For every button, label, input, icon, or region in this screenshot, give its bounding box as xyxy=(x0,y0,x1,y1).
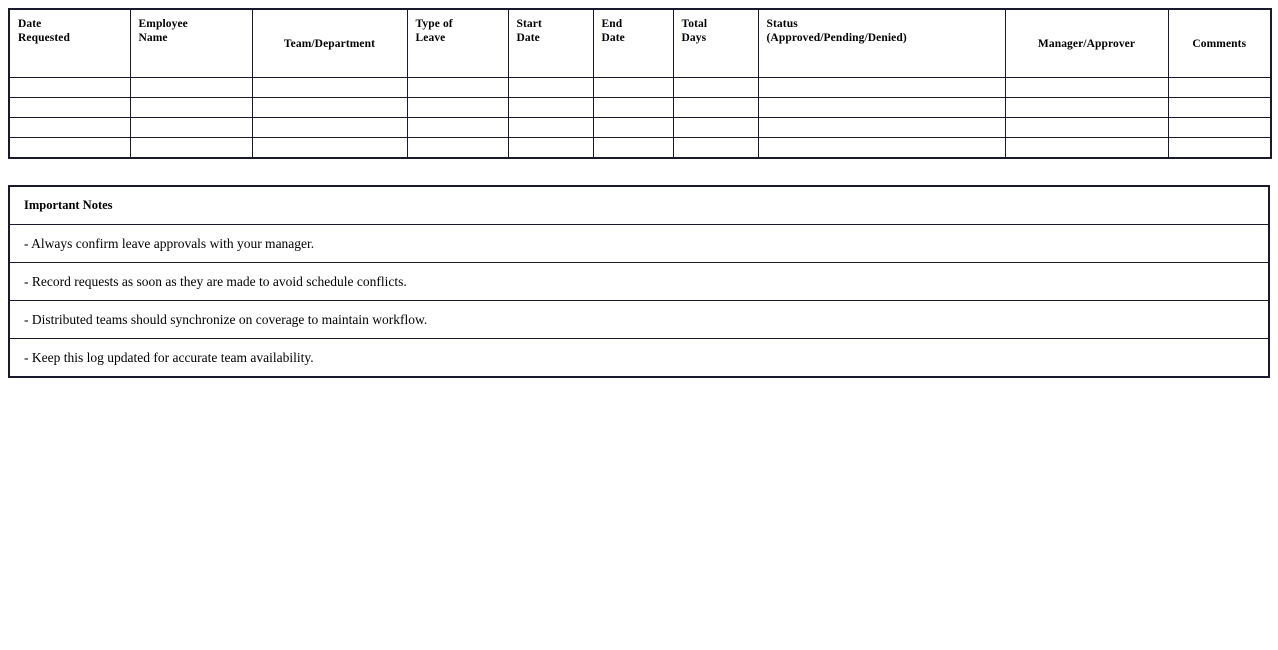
leave-table-header-label-5-line2: Date xyxy=(601,32,625,44)
leave-table-cell-r2-c1[interactable] xyxy=(130,118,252,138)
leave-table-header-cell-1 xyxy=(130,9,252,78)
list-item xyxy=(9,225,1269,263)
notes-heading-row xyxy=(9,186,1269,225)
leave-table-header-label-0-line1: Date xyxy=(18,18,42,30)
table-row xyxy=(9,138,1271,159)
leave-request-log-section xyxy=(8,8,1270,159)
leave-table-cell-r1-c0[interactable] xyxy=(9,98,130,118)
leave-table-cell-r2-c8[interactable] xyxy=(1005,118,1168,138)
leave-table-header-row xyxy=(9,9,1271,78)
leave-table-cell-r2-c9[interactable] xyxy=(1168,118,1271,138)
leave-table-header-label-4-line2: Date xyxy=(516,32,540,44)
leave-table-header-label-6-line1: Total xyxy=(681,18,708,30)
leave-table-cell-r1-c6[interactable] xyxy=(673,98,758,118)
important-notes-table xyxy=(8,185,1270,378)
leave-table-cell-r3-c6[interactable] xyxy=(673,138,758,159)
leave-table-header-label-4-line1: Start xyxy=(516,18,542,30)
note-item-2: - Distributed teams should synchronize on coverage to maintain workflow. xyxy=(9,301,1269,339)
leave-table-header-label-3-line1: Type of xyxy=(415,18,453,30)
leave-table-header-cell-2 xyxy=(252,9,407,78)
note-item-1: - Record requests as soon as they are made to avoid schedule conflicts. xyxy=(9,263,1269,301)
leave-table-cell-r3-c1[interactable] xyxy=(130,138,252,159)
list-item xyxy=(9,263,1269,301)
leave-table-cell-r0-c6[interactable] xyxy=(673,78,758,98)
table-row xyxy=(9,78,1271,98)
leave-table-cell-r2-c0[interactable] xyxy=(9,118,130,138)
leave-table-header-cell-7 xyxy=(758,9,1005,78)
leave-table-header-label-8-line1: Manager/Approver xyxy=(1037,38,1136,50)
leave-table-cell-r3-c3[interactable] xyxy=(407,138,508,159)
leave-table-cell-r2-c6[interactable] xyxy=(673,118,758,138)
leave-table-header-label-1-line1: Employee xyxy=(138,18,188,30)
table-row xyxy=(9,118,1271,138)
leave-table-cell-r0-c7[interactable] xyxy=(758,78,1005,98)
leave-table-header-cell-8 xyxy=(1005,9,1168,78)
leave-table-cell-r0-c3[interactable] xyxy=(407,78,508,98)
leave-table-cell-r0-c0[interactable] xyxy=(9,78,130,98)
leave-table-header-cell-3 xyxy=(407,9,508,78)
leave-table-header-label-9-line1: Comments xyxy=(1192,38,1247,50)
table-row xyxy=(9,98,1271,118)
leave-table-cell-r1-c2[interactable] xyxy=(252,98,407,118)
leave-table-header-cell-5 xyxy=(593,9,673,78)
important-notes-section xyxy=(8,185,1270,378)
leave-table-header-cell-0 xyxy=(9,9,130,78)
leave-table-cell-r0-c9[interactable] xyxy=(1168,78,1271,98)
leave-table-cell-r0-c4[interactable] xyxy=(508,78,593,98)
leave-table-cell-r0-c1[interactable] xyxy=(130,78,252,98)
leave-table-cell-r1-c9[interactable] xyxy=(1168,98,1271,118)
leave-table-header-cell-9 xyxy=(1168,9,1271,78)
leave-table-header-label-3-line2: Leave xyxy=(415,32,446,44)
leave-table-cell-r2-c4[interactable] xyxy=(508,118,593,138)
leave-table-cell-r2-c5[interactable] xyxy=(593,118,673,138)
leave-table-cell-r1-c1[interactable] xyxy=(130,98,252,118)
leave-table-cell-r0-c2[interactable] xyxy=(252,78,407,98)
leave-table-cell-r3-c4[interactable] xyxy=(508,138,593,159)
notes-heading-cell: Important Notes xyxy=(9,186,1269,225)
leave-table-cell-r3-c7[interactable] xyxy=(758,138,1005,159)
leave-table-header-cell-6 xyxy=(673,9,758,78)
leave-table-cell-r3-c2[interactable] xyxy=(252,138,407,159)
note-item-0: - Always confirm leave approvals with your manager. xyxy=(9,225,1269,263)
leave-table-header-cell-4 xyxy=(508,9,593,78)
leave-table-body xyxy=(9,78,1271,159)
leave-table-cell-r3-c5[interactable] xyxy=(593,138,673,159)
note-item-3: - Keep this log updated for accurate team availability. xyxy=(9,339,1269,378)
leave-table-header-label-2-line1: Team/Department xyxy=(283,38,376,50)
list-item xyxy=(9,301,1269,339)
leave-table-cell-r3-c8[interactable] xyxy=(1005,138,1168,159)
important-notes-body xyxy=(9,186,1269,377)
leave-table-cell-r1-c5[interactable] xyxy=(593,98,673,118)
leave-request-log-table xyxy=(8,8,1272,159)
list-item xyxy=(9,339,1269,378)
leave-table-cell-r1-c4[interactable] xyxy=(508,98,593,118)
leave-table-header-row-group xyxy=(9,9,1271,78)
leave-table-header-label-0-line2: Requested xyxy=(18,32,71,44)
leave-table-cell-r3-c9[interactable] xyxy=(1168,138,1271,159)
leave-table-header-label-7-line1: Status xyxy=(766,18,798,30)
leave-table-header-label-7-line2: (Approved/Pending/Denied) xyxy=(766,32,907,44)
leave-table-cell-r1-c8[interactable] xyxy=(1005,98,1168,118)
leave-table-cell-r2-c3[interactable] xyxy=(407,118,508,138)
leave-table-header-label-1-line2: Name xyxy=(138,32,168,44)
leave-table-header-label-5-line1: End xyxy=(601,18,623,30)
leave-table-cell-r1-c7[interactable] xyxy=(758,98,1005,118)
leave-table-cell-r0-c8[interactable] xyxy=(1005,78,1168,98)
leave-table-cell-r1-c3[interactable] xyxy=(407,98,508,118)
leave-table-cell-r2-c7[interactable] xyxy=(758,118,1005,138)
leave-table-cell-r3-c0[interactable] xyxy=(9,138,130,159)
leave-table-cell-r2-c2[interactable] xyxy=(252,118,407,138)
leave-table-cell-r0-c5[interactable] xyxy=(593,78,673,98)
leave-table-header-label-6-line2: Days xyxy=(681,32,707,44)
